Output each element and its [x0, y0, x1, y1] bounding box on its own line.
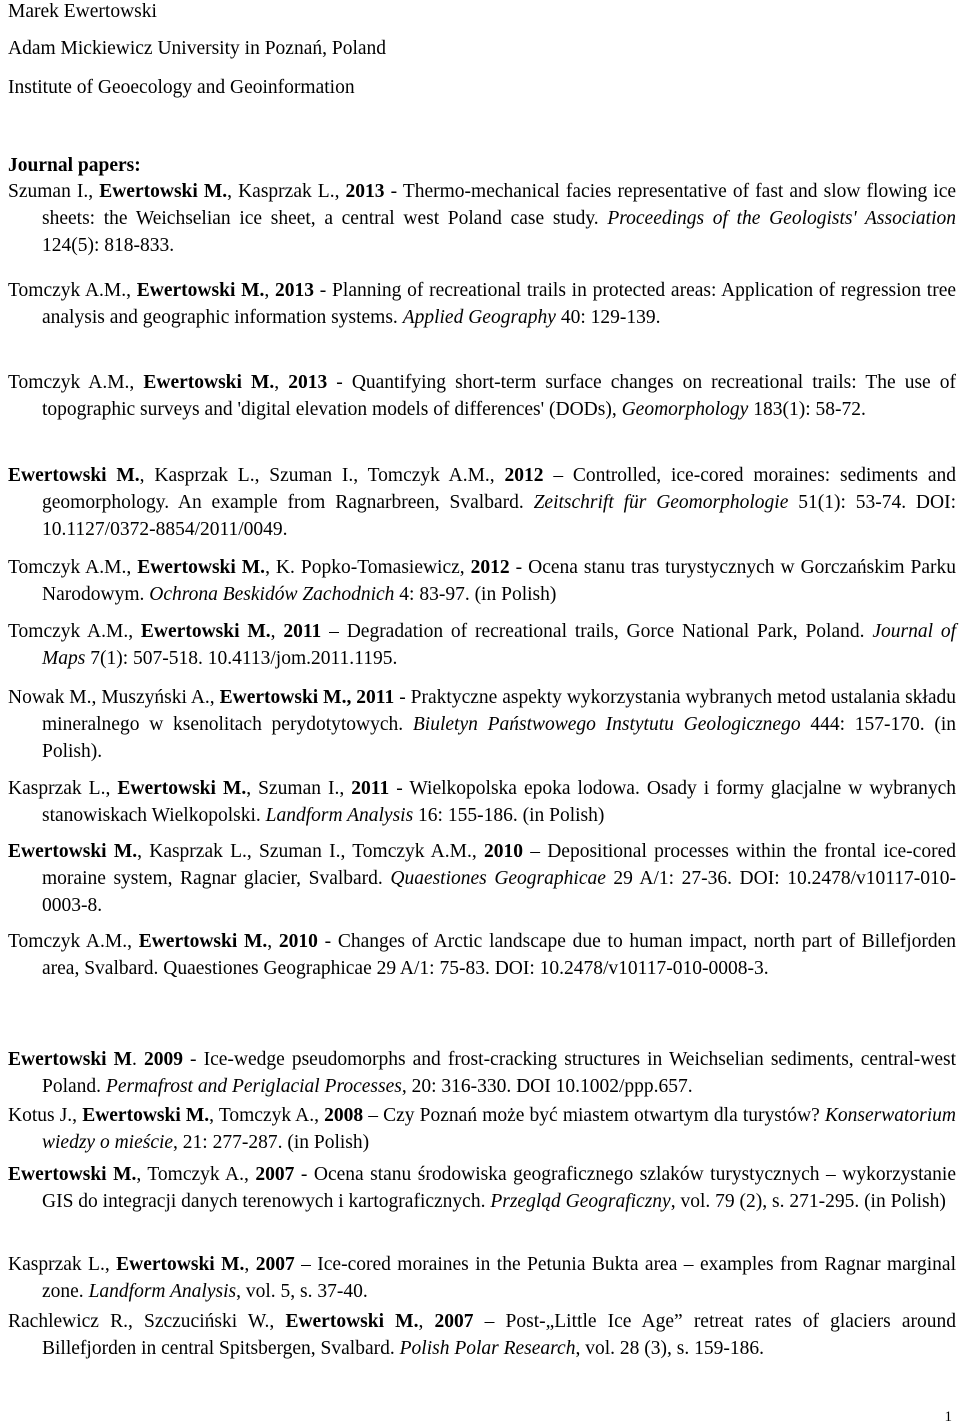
publication-emphasis: Ewertowski M., 2011: [219, 687, 395, 708]
publication-text: – Depositional processes within the frontal ice-cored moraine system, Ragnar glacier, Svalbard.: [42, 841, 956, 889]
publication-text: Tomczyk A.M.,: [8, 372, 144, 393]
publication-emphasis: 2012: [470, 557, 510, 578]
publication-text: ,: [274, 372, 289, 393]
publication-text: Szuman I.,: [8, 181, 100, 202]
publication-emphasis: 2011: [283, 621, 322, 642]
publication-text: – Controlled, ice-cored moraines: sediments and geomorphology. An example from Ragnarbreen, Svalbard.: [42, 465, 956, 513]
publication-emphasis: 2007: [255, 1254, 295, 1275]
publication-text: ,: [244, 1254, 256, 1275]
publication-text: Tomczyk A.M.,: [8, 931, 139, 952]
publication-text: Tomczyk A.M.,: [8, 621, 141, 642]
publication-text: , Tomczyk A.,: [209, 1105, 325, 1126]
publication-text: 183(1): 58-72.: [748, 399, 866, 420]
publication-emphasis: 2013: [275, 280, 315, 301]
publication-text: ,: [270, 621, 284, 642]
publication-emphasis: 2011: [351, 778, 390, 799]
publication-text: - Praktyczne aspekty wykorzystania wybranych metod ustalania składu mineralnego w ksenolitach perydotytowych.: [42, 687, 957, 735]
publication-emphasis: 2010: [483, 841, 523, 862]
publication-text: , vol. 5, s. 37-40.: [236, 1281, 368, 1302]
publication-emphasis: Ewertowski M.: [143, 372, 275, 393]
publication-entry: [8, 838, 956, 919]
publication-entry: [8, 1046, 956, 1100]
publication-text: , vol. 79 (2), s. 271-295. (in Polish): [670, 1191, 946, 1212]
journal-title: Zeitschrift für Geomorphologie: [533, 492, 789, 513]
publication-text: - Planning of recreational trails in protected areas: Application of regression tree analysis and geographic information systems.: [42, 280, 957, 328]
publication-emphasis: Ewertowski M.: [8, 465, 140, 486]
publication-text: , Tomczyk A.,: [136, 1164, 256, 1185]
page-number: 1: [944, 1409, 952, 1425]
publication-emphasis: Ewertowski M.: [138, 931, 268, 952]
publication-emphasis: Ewertowski M.: [116, 1254, 245, 1275]
publication-emphasis: 2012: [504, 465, 544, 486]
publication-emphasis: Ewertowski M.: [117, 778, 247, 799]
publication-emphasis: 2013: [345, 181, 385, 202]
journal-title: Landform Analysis: [265, 805, 414, 826]
publication-entry: [8, 684, 956, 765]
publication-entry: [8, 1308, 956, 1362]
publication-text: , K. Popko-Tomasiewicz,: [265, 557, 471, 578]
publication-entry: [8, 618, 956, 672]
publication-text: - Wielkopolska epoka lodowa. Osady i formy glacjalne w wybranych stanowiskach Wielkopolski.: [42, 778, 956, 826]
publication-entry: [8, 178, 956, 259]
publication-text: , Kasprzak L., Szuman I., Tomczyk A.M.,: [137, 841, 484, 862]
publication-emphasis: 2008: [324, 1105, 364, 1126]
publication-text: , Kasprzak L., Szuman I., Tomczyk A.M.,: [139, 465, 505, 486]
publication-emphasis: Ewertowski M.: [136, 280, 265, 301]
publication-text: .: [132, 1049, 144, 1070]
publication-text: , Kasprzak L.,: [227, 181, 346, 202]
publication-emphasis: Ewertowski M.: [99, 181, 228, 202]
publication-emphasis: Ewertowski M.: [140, 621, 271, 642]
publication-text: 4: 83-97. (in Polish): [394, 584, 557, 605]
publication-text: Kasprzak L.,: [8, 1254, 117, 1275]
publication-emphasis: Ewertowski M.: [82, 1105, 210, 1126]
journal-title: Polish Polar Research: [399, 1338, 576, 1359]
publication-entry: [8, 277, 956, 331]
publication-text: , 21: 277-287. (in Polish): [173, 1132, 370, 1153]
publication-entry: [8, 1161, 956, 1215]
publication-emphasis: Ewertowski M.: [285, 1311, 419, 1332]
section-title: Journal papers:: [8, 155, 141, 176]
publication-text: - Ocena stanu środowiska geograficznego szlaków turystycznych – wykorzystanie GIS do integracji danych terenowych i kartograficznych.: [42, 1164, 956, 1212]
publication-text: , 20: 316-330. DOI 10.1002/ppp.657.: [401, 1076, 693, 1097]
journal-title: Konserwatorium wiedzy o mieście: [42, 1105, 956, 1153]
publication-text: , vol. 28 (3), s. 159-186.: [575, 1338, 764, 1359]
publication-text: – Ice-cored moraines in the Petunia Bukta area – examples from Ragnar marginal zone.: [42, 1254, 956, 1302]
publication-text: – Degradation of recreational trails, Gorce National Park, Poland.: [321, 621, 873, 642]
journal-title: Ochrona Beskidów Zachodnich: [149, 584, 395, 605]
journal-title: Proceedings of the Geologists' Association: [607, 208, 956, 229]
publication-text: ,: [267, 931, 279, 952]
publication-text: – Post-„Little Ice Age” retreat rates of glaciers around Billefjorden in central Spitsbergen, Svalbard.: [42, 1311, 957, 1359]
publication-text: 51(1): 53-74. DOI: 10.1127/0372-8854/2011/0049.: [42, 492, 956, 540]
publication-text: – Czy Poznań może być miastem otwartym dla turystów?: [363, 1105, 825, 1126]
publication-entry: [8, 775, 956, 829]
publication-text: 16: 155-186. (in Polish): [413, 805, 605, 826]
publication-entry: [8, 554, 956, 608]
journal-title: Landform Analysis: [88, 1281, 237, 1302]
publication-text: , Szuman I.,: [246, 778, 352, 799]
institute-name: Institute of Geoecology and Geoinformation: [8, 77, 355, 98]
publication-text: - Thermo-mechanical facies representative of fast and slow flowing ice sheets: the Weichselian ice sheet, a central west Poland case study.: [42, 181, 957, 229]
publication-emphasis: Ewertowski M: [8, 1049, 133, 1070]
publication-entry: [8, 369, 956, 423]
publication-emphasis: 2007: [434, 1311, 474, 1332]
university-name: Adam Mickiewicz University in Poznań, Poland: [8, 38, 387, 59]
publication-text: ,: [418, 1311, 435, 1332]
publication-text: 444: 157-170. (in Polish).: [42, 714, 956, 762]
publication-text: Tomczyk A.M.,: [8, 557, 138, 578]
publication-entry: [8, 928, 956, 982]
publication-emphasis: Ewertowski M.: [137, 557, 266, 578]
publication-entry: [8, 1251, 956, 1305]
journal-title: Biuletyn Państwowego Instytutu Geologicznego: [412, 714, 801, 735]
publication-emphasis: 2009: [143, 1049, 183, 1070]
journal-title: Journal of Maps: [42, 621, 957, 669]
publication-text: 7(1): 507-518. 10.4113/jom.2011.1195.: [85, 648, 398, 669]
publication-text: 124(5): 818-833.: [42, 235, 175, 256]
publication-text: Kotus J.,: [8, 1105, 83, 1126]
publication-entry: [8, 462, 956, 543]
publication-emphasis: 2010: [278, 931, 318, 952]
publication-text: Nowak M., Muszyński A.,: [8, 687, 220, 708]
publication-text: ,: [264, 280, 276, 301]
journal-title: Permafrost and Periglacial Processes: [105, 1076, 402, 1097]
publication-text: - Ocena stanu tras turystycznych w Gorczańskim Parku Narodowym.: [42, 557, 957, 605]
publication-emphasis: 2013: [288, 372, 328, 393]
author-name: Marek Ewertowski: [8, 1, 157, 22]
publication-emphasis: Ewertowski M.: [8, 1164, 137, 1185]
publication-emphasis: 2007: [255, 1164, 295, 1185]
publication-text: - Quantifying short-term surface changes on recreational trails: The use of topographic surveys and 'digital elevation models of differences' (DODs),: [42, 372, 957, 420]
journal-title: Applied Geography: [402, 307, 556, 328]
publication-text: - Ice-wedge pseudomorphs and frost-cracking structures in Weichselian sediments, central-west Poland.: [42, 1049, 957, 1097]
journal-title: Geomorphology: [621, 399, 749, 420]
publication-emphasis: Ewertowski M.: [8, 841, 138, 862]
journal-title: Quaestiones Geographicae: [390, 868, 606, 889]
publication-entry: [8, 1102, 956, 1156]
publication-text: Kasprzak L.,: [8, 778, 118, 799]
journal-title: Przegląd Geograficzny: [490, 1191, 671, 1212]
publication-text: Tomczyk A.M.,: [8, 280, 137, 301]
publication-text: - Changes of Arctic landscape due to human impact, north part of Billefjorden area, Svalbard. Quaestiones Geographicae 29 A/1: 75-83. DOI: 10.2478/v10117-010-0008-3.: [42, 931, 957, 979]
publication-text: 40: 129-139.: [555, 307, 661, 328]
publication-text: 29 A/1: 27-36. DOI: 10.2478/v10117-010-0003-8.: [42, 868, 956, 916]
publication-text: Rachlewicz R., Szczuciński W.,: [8, 1311, 286, 1332]
